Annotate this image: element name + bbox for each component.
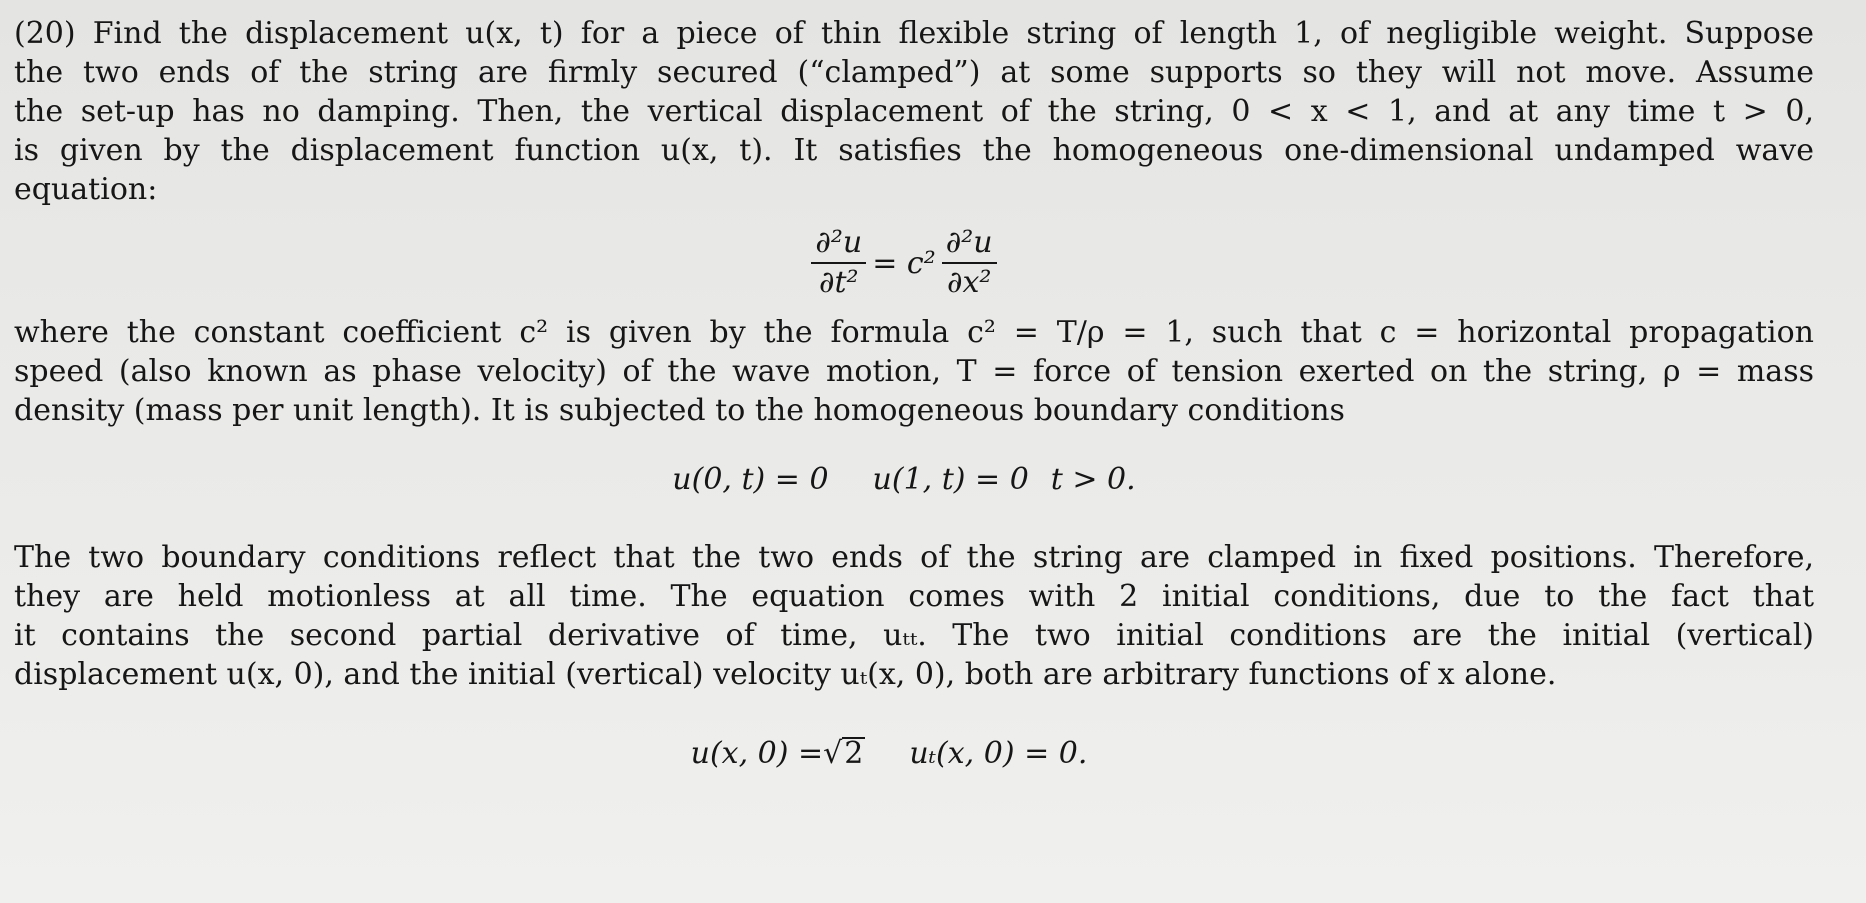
wave-equation — [0, 217, 1814, 309]
wave-equation-rhs — [942, 226, 997, 300]
initial-conditions-paragraph — [14, 538, 1814, 694]
boundary-condition-left: u(0, t) = 0 — [672, 461, 829, 497]
initial-conditions — [0, 694, 1814, 812]
boundary-condition-right: u(1, t) = 0 — [872, 461, 1029, 497]
sqrt-symbol: √ — [823, 735, 843, 771]
problem-statement — [14, 14, 1814, 812]
boundary-conditions — [0, 430, 1814, 528]
intro-line-2: the two ends of the string are firmly secured (“clamped”) at some supports so they will not move. Assume — [14, 55, 1814, 90]
intro-paragraph — [14, 14, 1814, 209]
intro-line-3: the set-up has no damping. Then, the vertical displacement of the string, 0 < x < 1, and at any time t > 0, — [14, 94, 1814, 129]
wave-equation-rhs-denominator: ∂x² — [946, 265, 992, 300]
coefficient-line-3: density (mass per unit length). It is subjected to the homogeneous boundary conditions — [14, 393, 1345, 428]
coefficient-line-2: speed (also known as phase velocity) of the wave motion, T = force of tension exerted on the string, ρ = mass — [14, 354, 1814, 389]
wave-equation-rhs-numerator: ∂²u — [942, 226, 997, 264]
initial-conditions-line-3: it contains the second partial derivative of time, uₜₜ. The two initial conditions are the initial (vertical) — [14, 618, 1814, 653]
initial-conditions-line-2: they are held motionless at all time. The equation comes with 2 initial conditions, due to the fact that — [14, 579, 1814, 614]
coefficient-line-1: where the constant coefficient c² is given by the formula c² = T/ρ = 1, such that c = horizontal propagation — [14, 315, 1814, 350]
coefficient-paragraph — [14, 313, 1814, 430]
intro-line-4: is given by the displacement function u(x, t). It satisfies the homogeneous one-dimensional undamped wave — [14, 133, 1814, 168]
initial-conditions-line-1: The two boundary conditions reflect that the two ends of the string are clamped in fixed positions. Therefore, — [14, 540, 1814, 575]
intro-line-1: (20) Find the displacement u(x, t) for a piece of thin flexible string of length 1, of negligible weight. Suppose — [14, 16, 1814, 51]
initial-displacement-radicand: 2 — [844, 736, 864, 771]
wave-equation-equals: = c² — [872, 245, 936, 281]
intro-line-5: equation: — [14, 172, 158, 207]
initial-conditions-line-4: displacement u(x, 0), and the initial (vertical) velocity uₜ(x, 0), both are arbitrary functions of x alone. — [14, 657, 1557, 692]
wave-equation-lhs-denominator: ∂t² — [818, 265, 859, 300]
wave-equation-lhs-numerator: ∂²u — [811, 226, 866, 264]
wave-equation-lhs — [811, 226, 866, 300]
initial-displacement-lhs: u(x, 0) = — [690, 735, 824, 771]
boundary-condition-time: t > 0. — [1050, 461, 1136, 497]
initial-velocity: uₜ(x, 0) = 0. — [909, 735, 1088, 771]
